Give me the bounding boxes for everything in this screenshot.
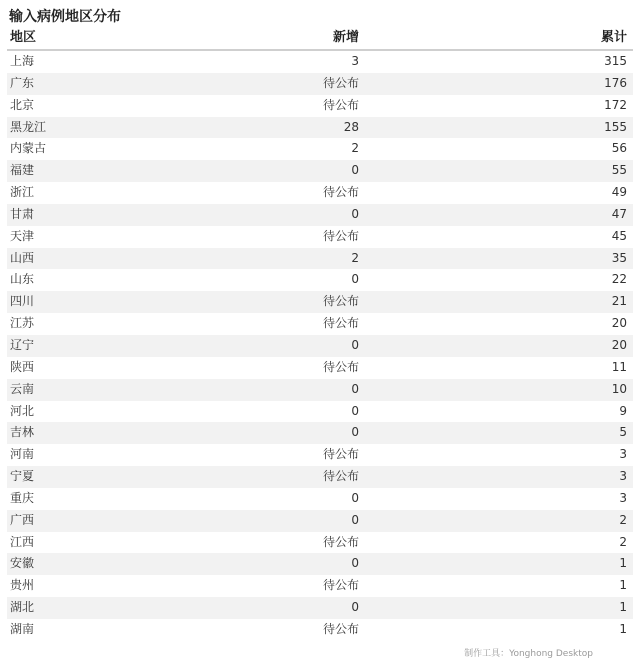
cell-total: 1 bbox=[619, 556, 627, 571]
cell-region: 甘肃 bbox=[10, 206, 35, 221]
cell-region: 内蒙古 bbox=[10, 141, 47, 156]
cell-total: 47 bbox=[611, 206, 627, 221]
cell-total: 20 bbox=[611, 316, 627, 331]
cell-total: 9 bbox=[619, 403, 627, 418]
cell-total: 2 bbox=[619, 534, 627, 549]
cell-region: 吉林 bbox=[10, 425, 35, 440]
cell-region: 湖南 bbox=[10, 621, 35, 636]
table-body bbox=[7, 51, 633, 641]
cell-total: 1 bbox=[619, 621, 627, 636]
chart-title: 输入病例地区分布 bbox=[9, 9, 121, 25]
cell-region: 江西 bbox=[10, 534, 35, 549]
cell-total: 2 bbox=[619, 512, 627, 527]
table-row bbox=[7, 51, 633, 73]
cell-total: 3 bbox=[619, 469, 627, 484]
cell-new: 0 bbox=[351, 381, 359, 396]
header-region: 地区 bbox=[10, 30, 37, 45]
cell-total: 45 bbox=[611, 228, 627, 243]
cell-total: 56 bbox=[611, 141, 627, 156]
cell-total: 49 bbox=[611, 185, 627, 200]
table-row bbox=[7, 248, 633, 270]
table-row bbox=[7, 466, 633, 488]
cell-new: 0 bbox=[351, 272, 359, 287]
cell-total: 21 bbox=[611, 294, 627, 309]
cell-region: 河南 bbox=[10, 447, 35, 462]
cell-region: 广东 bbox=[10, 75, 35, 90]
cell-new: 0 bbox=[351, 556, 359, 571]
cell-new: 0 bbox=[351, 490, 359, 505]
cell-total: 10 bbox=[611, 381, 627, 396]
table-row bbox=[7, 401, 633, 423]
cell-region: 山西 bbox=[10, 250, 35, 265]
cell-region: 重庆 bbox=[10, 490, 35, 505]
cell-total: 3 bbox=[619, 447, 627, 462]
cell-new: 0 bbox=[351, 206, 359, 221]
table-row bbox=[7, 160, 633, 182]
cell-new: 0 bbox=[351, 403, 359, 418]
table-row bbox=[7, 553, 633, 575]
cell-region: 北京 bbox=[10, 97, 35, 112]
cell-new: 待公布 bbox=[322, 75, 359, 90]
cell-total: 315 bbox=[604, 54, 627, 68]
cell-new: 0 bbox=[351, 600, 359, 615]
cell-total: 5 bbox=[619, 425, 627, 440]
cell-new: 待公布 bbox=[322, 578, 359, 593]
table-row bbox=[7, 269, 633, 291]
cell-new: 2 bbox=[351, 250, 359, 265]
cell-new: 待公布 bbox=[322, 534, 359, 549]
cell-new: 待公布 bbox=[322, 228, 359, 243]
table-row bbox=[7, 444, 633, 466]
table-row bbox=[7, 488, 633, 510]
table-row bbox=[7, 510, 633, 532]
cell-new: 2 bbox=[351, 141, 359, 156]
cell-total: 1 bbox=[619, 578, 627, 593]
cell-new: 28 bbox=[343, 119, 359, 134]
cell-region: 浙江 bbox=[10, 185, 35, 200]
table-row bbox=[7, 619, 633, 641]
cell-region: 宁夏 bbox=[10, 469, 35, 484]
table-row bbox=[7, 335, 633, 357]
cell-total: 176 bbox=[604, 75, 627, 90]
cell-total: 11 bbox=[611, 359, 627, 374]
cell-new: 待公布 bbox=[322, 469, 359, 484]
cell-new: 待公布 bbox=[322, 316, 359, 331]
cell-total: 55 bbox=[611, 163, 627, 178]
table-row bbox=[7, 313, 633, 335]
cell-new: 待公布 bbox=[322, 621, 359, 636]
header-new: 新增 bbox=[332, 30, 359, 45]
cell-total: 20 bbox=[611, 337, 627, 352]
data-table bbox=[7, 27, 633, 641]
table-row bbox=[7, 291, 633, 313]
table-row bbox=[7, 226, 633, 248]
cell-total: 3 bbox=[619, 490, 627, 505]
table-row bbox=[7, 357, 633, 379]
cell-region: 黑龙江 bbox=[10, 119, 47, 134]
cell-region: 广西 bbox=[10, 512, 35, 527]
table-row bbox=[7, 379, 633, 401]
footer-credit: 制作工具：Yonghong Desktop bbox=[464, 649, 593, 659]
cell-total: 22 bbox=[611, 272, 627, 287]
cell-total: 1 bbox=[619, 600, 627, 615]
header-total: 累计 bbox=[600, 30, 627, 45]
cell-region: 贵州 bbox=[10, 578, 35, 593]
cell-new: 3 bbox=[351, 54, 359, 68]
table-row bbox=[7, 597, 633, 619]
table-row bbox=[7, 117, 633, 139]
table-row bbox=[7, 204, 633, 226]
table-row bbox=[7, 532, 633, 554]
cell-region: 江苏 bbox=[10, 316, 35, 331]
cell-total: 172 bbox=[604, 97, 627, 112]
cell-total: 35 bbox=[611, 250, 627, 265]
cell-region: 山东 bbox=[10, 272, 35, 287]
cell-new: 待公布 bbox=[322, 359, 359, 374]
cell-new: 待公布 bbox=[322, 294, 359, 309]
cell-region: 安徽 bbox=[10, 556, 35, 571]
table-header bbox=[7, 27, 633, 51]
cell-region: 河北 bbox=[10, 403, 35, 418]
cell-new: 待公布 bbox=[322, 185, 359, 200]
table-row bbox=[7, 95, 633, 117]
cell-region: 四川 bbox=[10, 294, 35, 309]
cell-total: 155 bbox=[604, 119, 627, 134]
table-row bbox=[7, 422, 633, 444]
cell-new: 0 bbox=[351, 337, 359, 352]
cell-region: 湖北 bbox=[10, 600, 35, 615]
cell-region: 辽宁 bbox=[10, 337, 35, 352]
cell-region: 福建 bbox=[10, 163, 35, 178]
cell-region: 陕西 bbox=[10, 359, 35, 374]
cell-region: 上海 bbox=[10, 54, 35, 68]
cell-new: 待公布 bbox=[322, 447, 359, 462]
table-row bbox=[7, 575, 633, 597]
table-row bbox=[7, 73, 633, 95]
cell-region: 天津 bbox=[10, 228, 35, 243]
cell-region: 云南 bbox=[10, 381, 35, 396]
table-row bbox=[7, 138, 633, 160]
cell-new: 0 bbox=[351, 512, 359, 527]
cell-new: 0 bbox=[351, 163, 359, 178]
table-row bbox=[7, 182, 633, 204]
cell-new: 0 bbox=[351, 425, 359, 440]
cell-new: 待公布 bbox=[322, 97, 359, 112]
